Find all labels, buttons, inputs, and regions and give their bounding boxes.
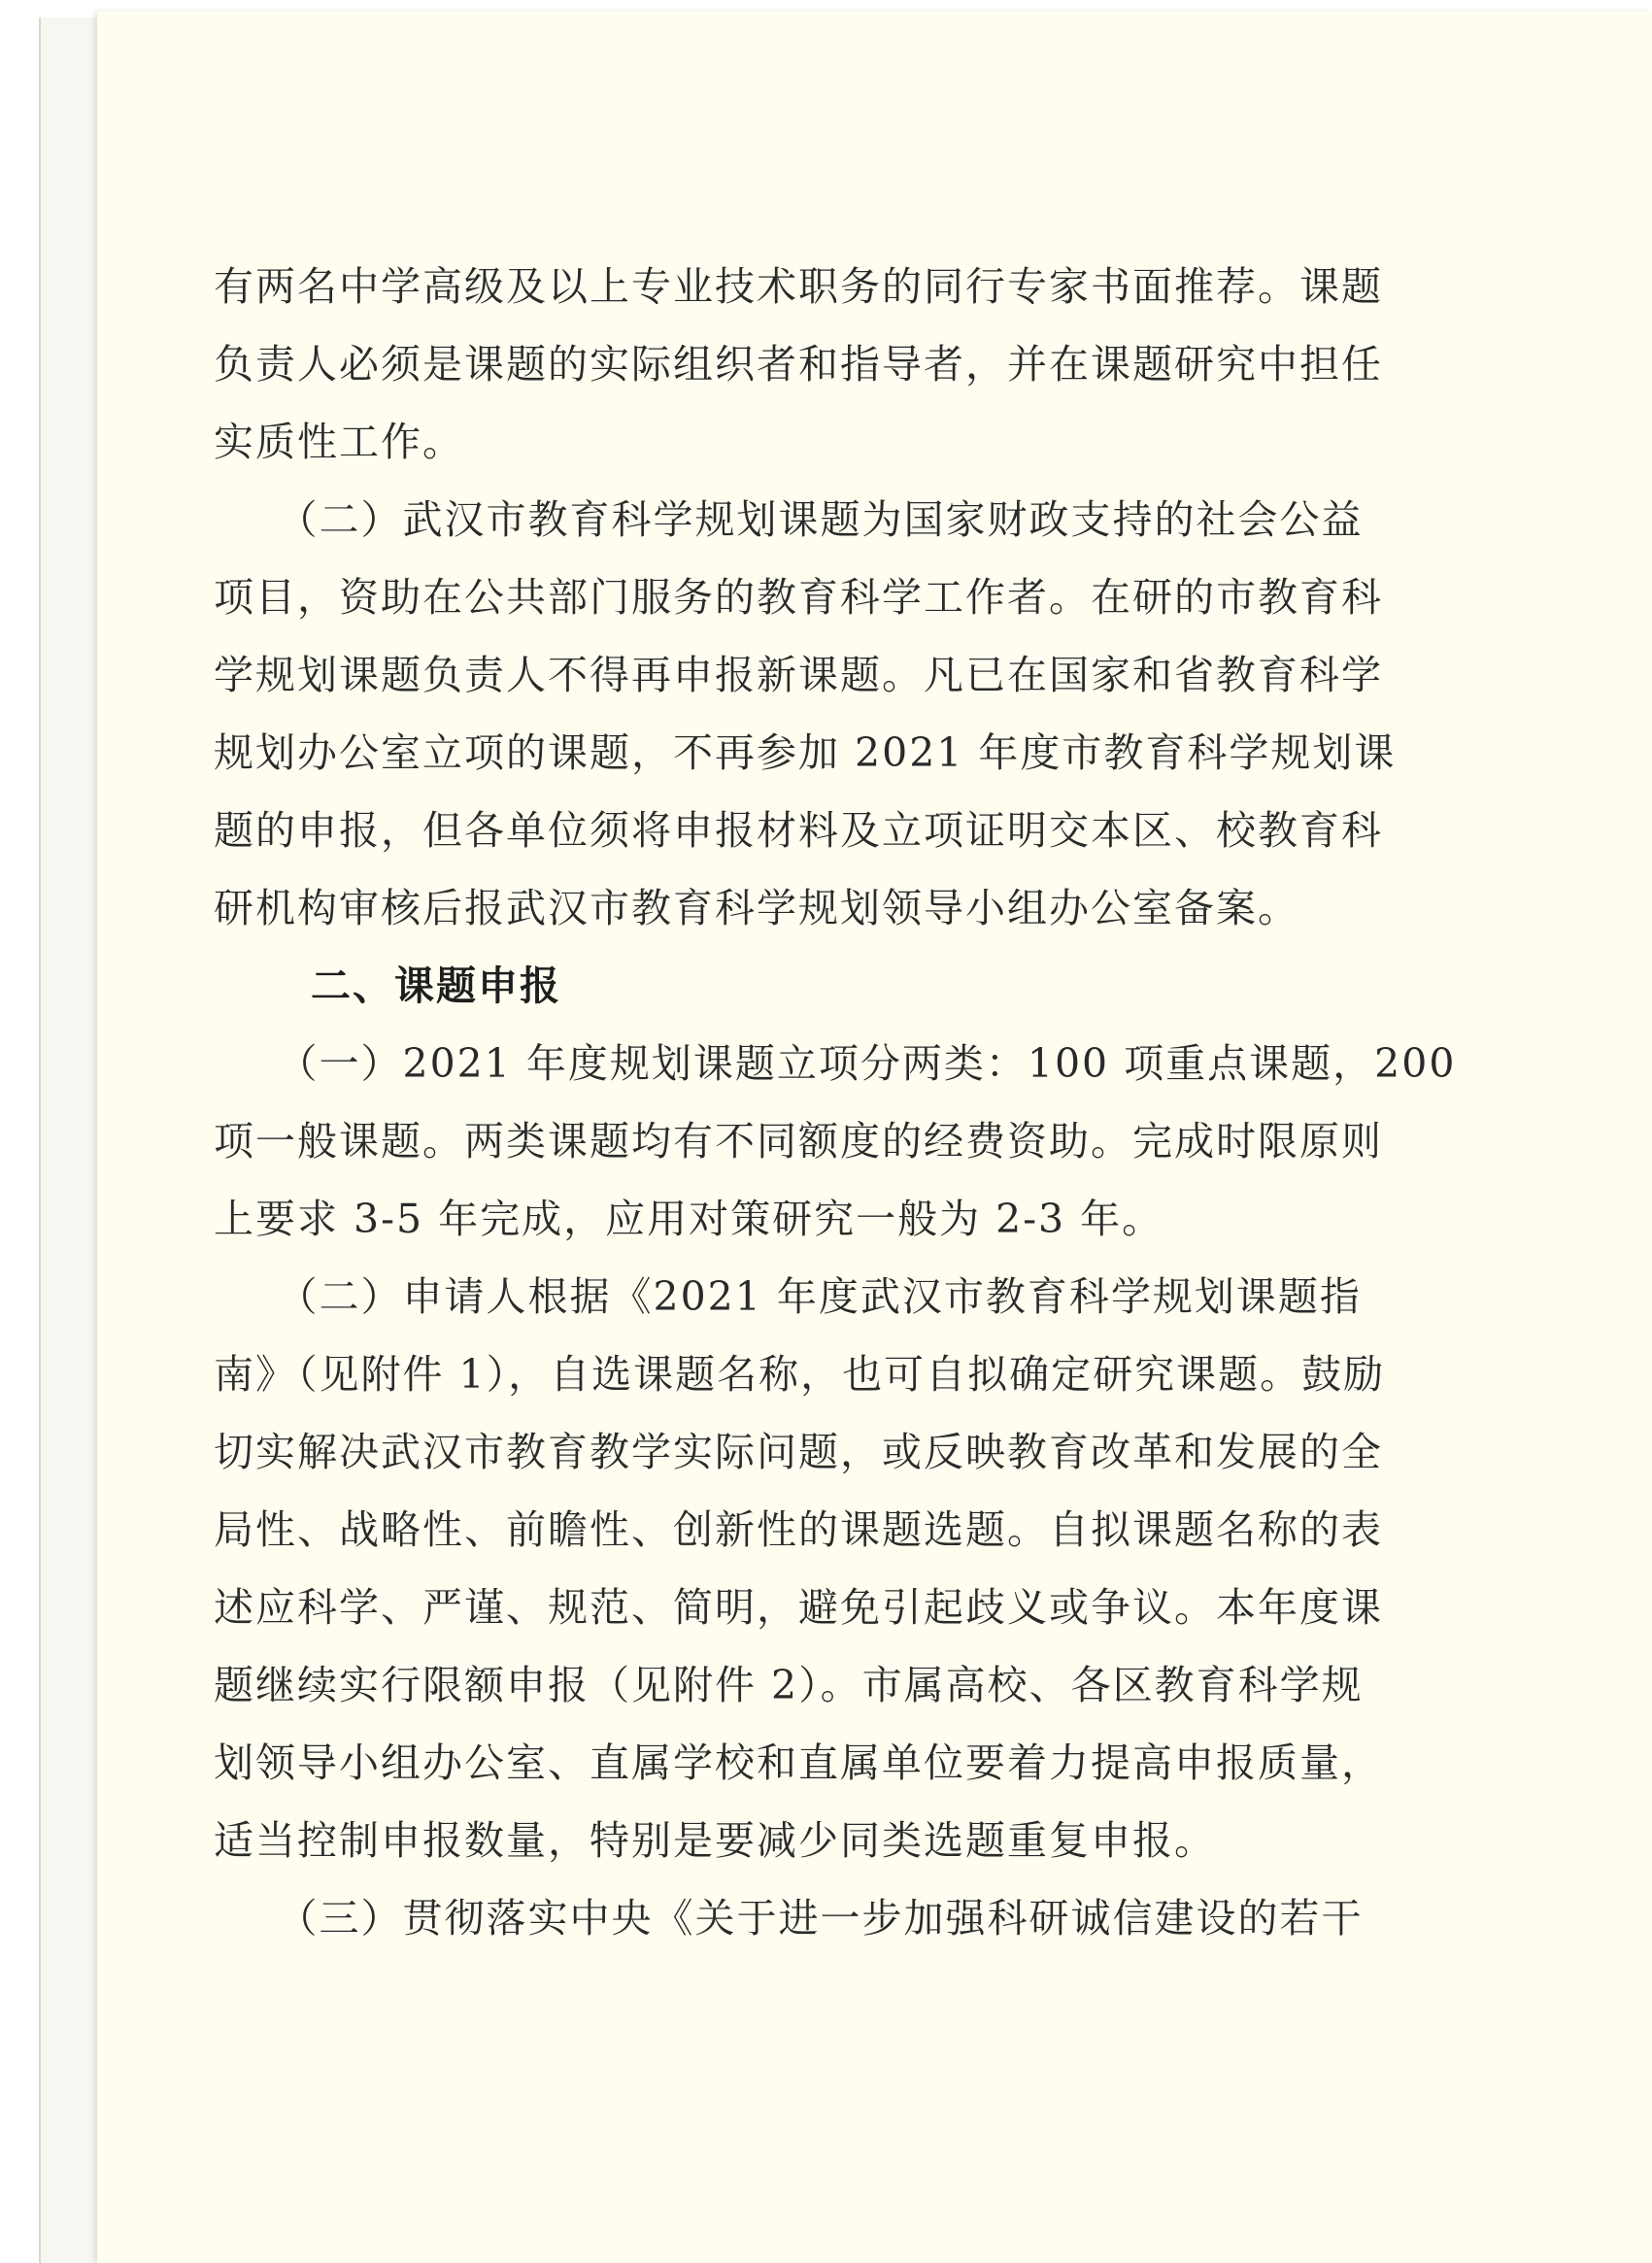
paragraph-line: 项一般课题。两类课题均有不同额度的经费资助。完成时限原则 [214,1118,1383,1165]
paragraph-line: 划领导小组办公室、直属学校和直属单位要着力提高申报质量， [214,1739,1383,1786]
paragraph-line: （二）申请人根据《2021 年度武汉市教育科学规划课题指 [214,1273,1362,1320]
paragraph-line: （二）武汉市教育科学规划课题为国家财政支持的社会公益 [214,496,1364,543]
paragraph-line: 局性、战略性、前瞻性、创新性的课题选题。自拟课题名称的表 [214,1506,1383,1553]
paragraph-line: 上要求 3-5 年完成，应用对策研究一般为 2-3 年。 [214,1196,1164,1242]
paragraph-line: 研机构审核后报武汉市教育科学规划领导小组办公室备案。 [214,885,1299,931]
paragraph-line: 南》（见附件 1），自选课题名称，也可自拟确定研究课题。鼓励 [214,1351,1386,1398]
section-heading: 二、课题申报 [311,963,561,1009]
paragraph-line: 切实解决武汉市教育教学实际问题，或反映教育改革和发展的全 [214,1429,1383,1475]
paragraph-line: 述应科学、严谨、规范、简明，避免引起歧义或争议。本年度课 [214,1584,1383,1631]
paragraph-line: 负责人必须是课题的实际组织者和指导者，并在课题研究中担任 [214,341,1383,388]
paragraph-line: 题的申报，但各单位须将申报材料及立项证明交本区、校教育科 [214,807,1383,854]
paragraph-line: 实质性工作。 [214,419,464,465]
paragraph-line: 学规划课题负责人不得再申报新课题。凡已在国家和省教育科学 [214,652,1383,698]
document-body [214,248,1554,1957]
paragraph-line: 适当控制申报数量，特别是要减少同类选题重复申报。 [214,1817,1216,1864]
paragraph-line: （一）2021 年度规划课题立项分两类：100 项重点课题，200 [214,1040,1457,1087]
paragraph-line: （三）贯彻落实中央《关于进一步加强科研诚信建设的若干 [214,1895,1364,1942]
paragraph-line: 规划办公室立项的课题，不再参加 2021 年度市教育科学规划课 [214,729,1397,776]
paragraph-line: 有两名中学高级及以上专业技术职务的同行专家书面推荐。课题 [214,263,1383,310]
paragraph-line: 项目，资助在公共部门服务的教育科学工作者。在研的市教育科 [214,574,1383,621]
paragraph-line: 题继续实行限额申报（见附件 2）。市属高校、各区教育科学规 [214,1662,1364,1708]
